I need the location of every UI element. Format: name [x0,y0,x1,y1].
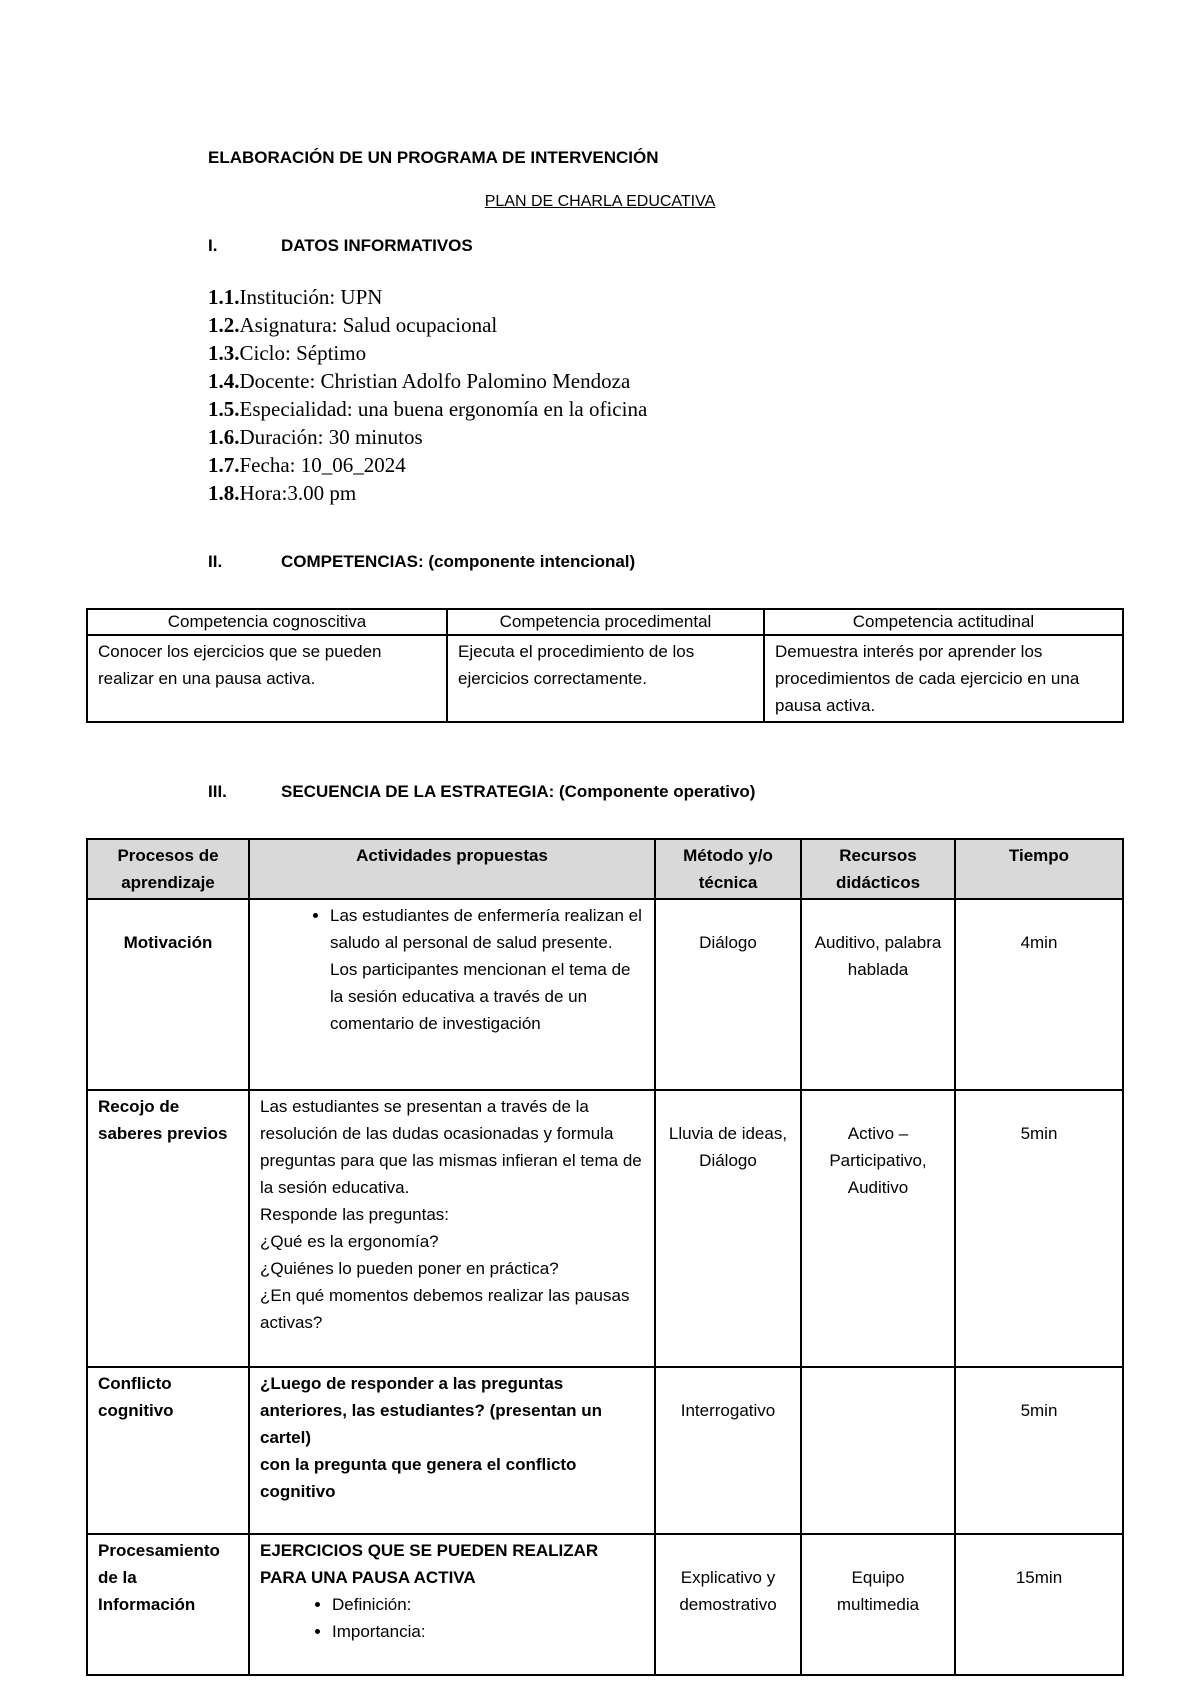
recursos-cell: Activo – Participativo, Auditivo [801,1090,955,1367]
column-header: Actividades propuestas [249,839,655,899]
section-number: III. [208,782,227,801]
info-text: Docente: Christian Adolfo Palomino Mendoza [239,369,631,393]
section-number: I. [208,236,218,255]
info-text: Ciclo: Séptimo [239,341,367,365]
bullet-list [260,1591,644,1645]
tiempo-cell: 5min [955,1090,1123,1367]
tiempo-cell: 15min [955,1534,1123,1675]
actividad-cell [249,1090,655,1367]
table-header-row [87,609,1123,635]
text-line: ¿Qué es la ergonomía? [260,1232,439,1251]
text-line: ¿Quiénes lo pueden poner en práctica? [260,1259,559,1278]
info-item [208,395,647,423]
actividad-cell [249,899,655,1090]
secuencia-table [86,838,1124,1676]
info-item [208,283,647,311]
info-index: 1.7. [208,453,240,477]
datos-informativos-list [208,283,647,507]
info-item [208,339,647,367]
metodo-cell: Lluvia de ideas, Diálogo [655,1090,801,1367]
table-row [87,899,1123,1090]
info-index: 1.2. [208,313,240,337]
activity-heading: EJERCICIOS QUE SE PUEDEN REALIZAR PARA UNA PAUSA ACTIVA [260,1541,599,1587]
table-cell: Demuestra interés por aprender los procedimientos de cada ejercicio en una pausa activa. [764,635,1123,722]
info-text: Especialidad: una buena ergonomía en la oficina [239,397,648,421]
metodo-cell: Diálogo [655,899,801,1090]
table-row [87,635,1123,722]
info-text: Duración: 30 minutos [239,425,423,449]
info-text: Asignatura: Salud ocupacional [239,313,498,337]
section-heading-competencias [208,552,635,572]
column-header: Método y/o técnica [655,839,801,899]
recursos-cell [801,1367,955,1534]
recursos-cell: Equipo multimedia [801,1534,955,1675]
table-row [87,1367,1123,1534]
info-index: 1.8. [208,481,240,505]
section-title: SECUENCIA DE LA ESTRATEGIA: (Componente operativo) [281,782,756,801]
actividad-cell [249,1367,655,1534]
proceso-cell: Motivación [87,899,249,1090]
info-index: 1.1. [208,285,240,309]
info-item [208,311,647,339]
table-cell: Ejecuta el procedimiento de los ejercicios correctamente. [447,635,764,722]
info-text: Institución: UPN [239,285,383,309]
table-row [87,1090,1123,1367]
proceso-cell: Recojo de saberes previos [87,1090,249,1367]
list-item: • Las estudiantes de enfermería realizan el saludo al personal de salud presente. Los participantes mencionan el tema de la sesión educativa a través de un comentario de investigación [330,902,644,1037]
recursos-cell: Auditivo, palabra hablada [801,899,955,1090]
tiempo-cell: 4min [955,899,1123,1090]
section-heading-datos [208,236,473,256]
column-header: Tiempo [955,839,1123,899]
text-line: Las estudiantes se presentan a través de la resolución de las dudas ocasionadas y formula preguntas para que las mismas infieran el tema de la sesión educativa. [260,1097,642,1197]
list-item: • Importancia: [332,1618,644,1645]
section-number: II. [208,552,223,571]
section-title: DATOS INFORMATIVOS [281,236,473,255]
proceso-cell: Conflicto cognitivo [87,1367,249,1534]
table-cell: Conocer los ejercicios que se pueden realizar en una pausa activa. [87,635,447,722]
info-item [208,451,647,479]
actividad-cell [249,1534,655,1675]
tiempo-cell: 5min [955,1367,1123,1534]
column-header: Procesos de aprendizaje [87,839,249,899]
metodo-cell: Interrogativo [655,1367,801,1534]
competencias-table [86,608,1124,723]
text-line: ¿En qué momentos debemos realizar las pausas activas? [260,1286,630,1332]
bullet-list [260,902,644,1037]
text-line: con la pregunta que genera el conflicto cognitivo [260,1455,577,1501]
info-item [208,479,647,507]
info-text: Fecha: 10_06_2024 [239,453,406,477]
list-item: • Definición: [332,1591,644,1618]
info-index: 1.3. [208,341,240,365]
info-item [208,367,647,395]
column-header: Competencia actitudinal [764,609,1123,635]
table-header-row [87,839,1123,899]
metodo-cell: Explicativo y demostrativo [655,1534,801,1675]
text-line: Responde las preguntas: [260,1205,450,1224]
info-index: 1.4. [208,369,240,393]
text-line: ¿Luego de responder a las preguntas anteriores, las estudiantes? (presentan un cartel) [260,1374,602,1447]
section-heading-secuencia [208,782,755,802]
proceso-cell: Procesamiento de la Información [87,1534,249,1675]
column-header: Competencia cognoscitiva [87,609,447,635]
column-header: Recursos didácticos [801,839,955,899]
info-item [208,423,647,451]
table-row [87,1534,1123,1675]
column-header: Competencia procedimental [447,609,764,635]
info-text: Hora:3.00 pm [239,481,357,505]
section-title: COMPETENCIAS: (componente intencional) [281,552,636,571]
document-subtitle: PLAN DE CHARLA EDUCATIVA [484,193,716,210]
info-index: 1.5. [208,397,240,421]
info-index: 1.6. [208,425,240,449]
document-title: ELABORACIÓN DE UN PROGRAMA DE INTERVENCIÓN [208,148,659,167]
